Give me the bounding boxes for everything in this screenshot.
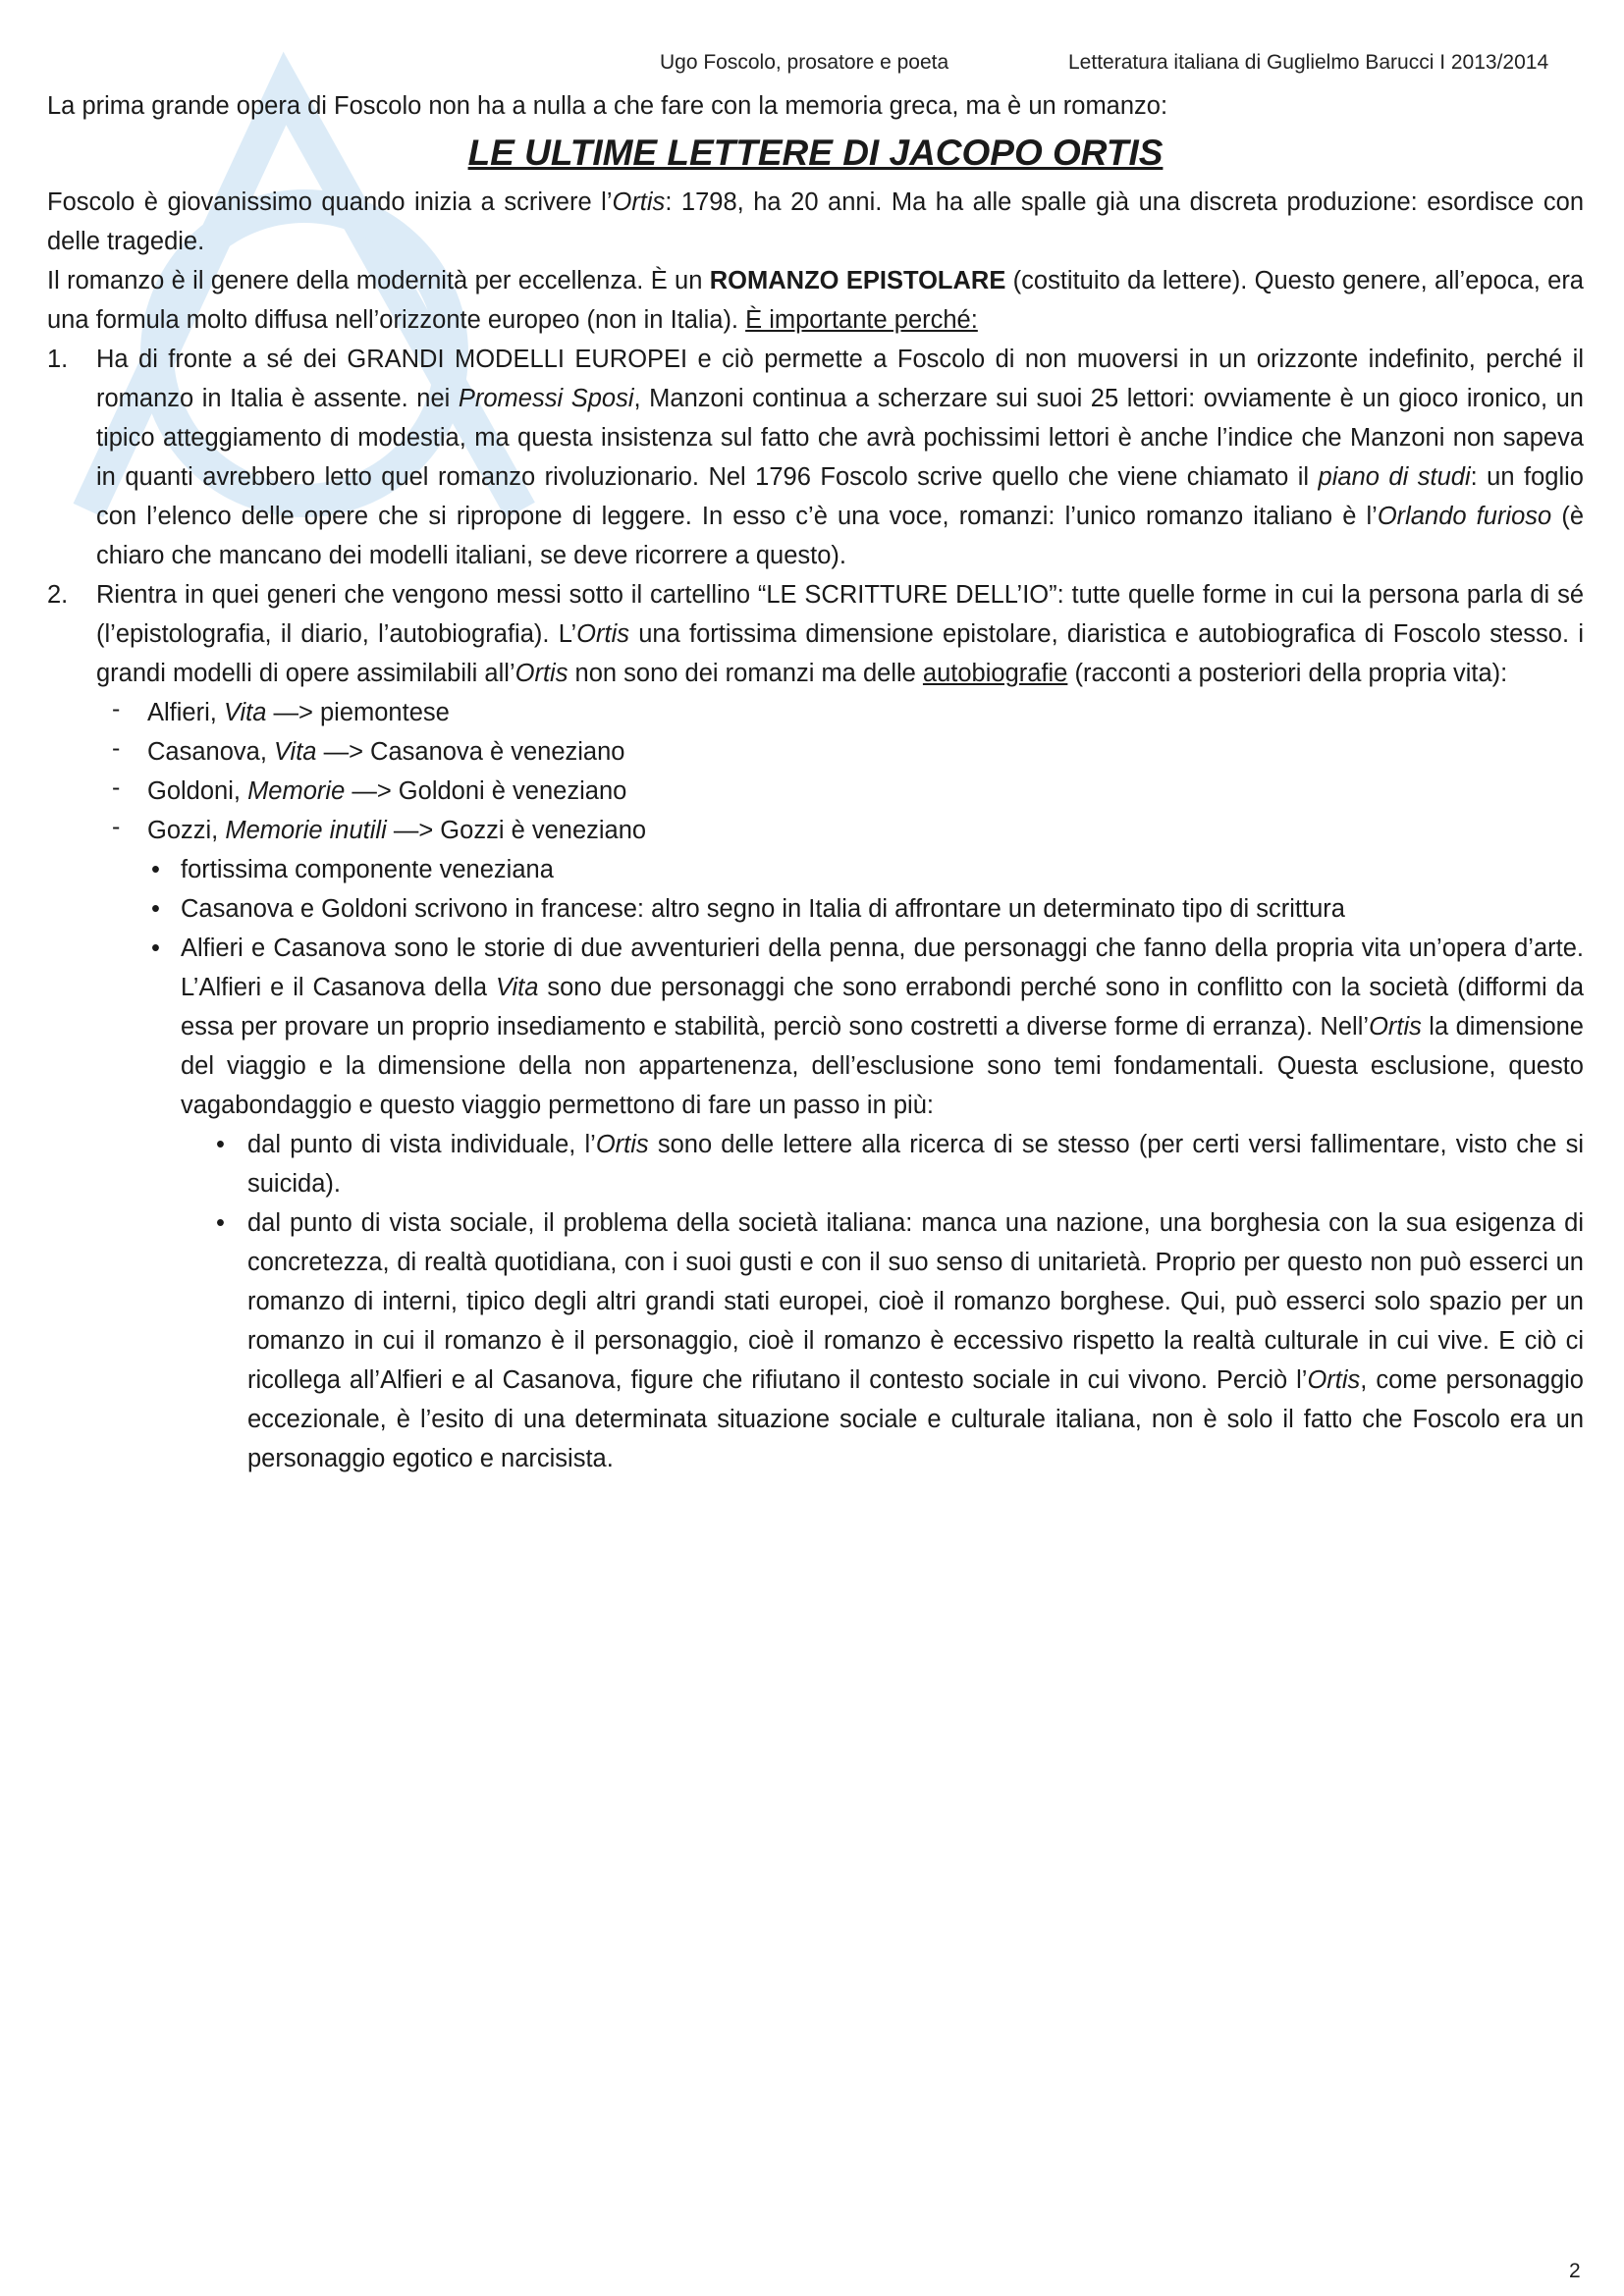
numbered-list [47,340,1584,693]
list-item: - Casanova, Vita —> Casanova è veneziano [112,734,625,766]
header-course-info: Letteratura italiana di Guglielmo Barucci I 2013/2014 [1068,51,1549,74]
list-item: • Casanova e Goldoni scrivono in francese: altro segno in Italia di affrontare un determinato tipo di scrittura [151,895,1345,923]
list-item: • dal punto di vista sociale, il problema della società italiana: manca una nazione, una borghesia con la sua esigenza di concretezza, di realtà quotidiana, con i suoi gusti e con il suo senso di unitarietà. Proprio per questo non può esserci un romanzo di interni, tipico degli altri grandi stati europei, cioè il romanzo borghese. Qui, può esserci solo spazio per un romanzo in cui il romanzo è il personaggio, cioè il romanzo è eccessivo rispetto la realtà culturale in cui vive. E ciò ci ricollega all’Alfieri e al Casanova, figure che rifiutano il contesto sociale in cui vivono. Perciò l’Ortis, come personaggio eccezionale, è l’esito di una determinata situazione sociale e culturale italiana, non è solo il fatto che Foscolo era un personaggio egotico e narcisista. [216,1209,1584,1472]
document-body [47,86,1584,1478]
list-item-2: 2. Rientra in quei generi che vengono messi sotto il cartellino “LE SCRITTURE DELL’IO”: tutte quelle forme in cui la persona parla di sé (l’epistolografia, il diario, l’autobiografia). L’Ortis una fortissima dimensione epistolare, diaristica e autobiografica di Foscolo stesso. i grandi modelli di opere assimilabili all’Ortis non sono dei romanzi ma delle autobiografie (racconti a posteriori della propria vita): [47,581,1584,687]
list-item: • fortissima componente veneziana [151,856,554,883]
list-item: • Alfieri e Casanova sono le storie di due avventurieri della penna, due personaggi che fanno della propria vita un’opera d’arte. L’Alfieri e il Casanova della Vita sono due personaggi che sono errabondi perché sono in conflitto con la società (difformi da essa per provare un proprio insediamento e stabilità, perciò sono costretti a diverse forme di erranza). Nell’Ortis la dimensione del viaggio e la dimensione della non appartenenza, dell’esclusione sono temi fondamentali. Questa esclusione, questo vagabondaggio e questo viaggio permettono di fare un passo in più: [151,934,1584,1119]
list-item-1: 1. Ha di fronte a sé dei GRANDI MODELLI EUROPEI e ciò permette a Foscolo di non muoversi in un orizzonte indefinito, perché il romanzo in Italia è assente. nei Promessi Sposi, Manzoni continua a scherzare sui suoi 25 lettori: ovviamente è un gioco ironico, un tipico atteggiamento di modestia, ma questa insistenza sul fatto che avrà pochissimi lettori è anche l’indice che Manzoni non sapeva in quanti avrebbero letto quel romanzo rivoluzionario. Nel 1796 Foscolo scrive quello che viene chiamato il piano di studi: un foglio con l’elenco delle opere che si ripropone di leggere. In esso c’è una voce, romanzi: l’unico romanzo italiano è l’Orlando furioso (è chiaro che mancano dei modelli italiani, se deve ricorrere a questo). [47,346,1585,569]
list-item: • dal punto di vista individuale, l’Ortis sono delle lettere alla ricerca di se stesso (per certi versi fallimentare, visto che si suicida). [216,1131,1584,1198]
paragraph-ortis-start: Foscolo è giovanissimo quando inizia a scrivere l’Ortis: 1798, ha 20 anni. Ma ha alle spalle già una discreta produzione: esordisce con delle tragedie. [47,188,1584,255]
section-title: LE ULTIME LETTERE DI JACOPO ORTIS [467,133,1164,173]
autobiography-list [47,693,1584,850]
sub-bullet-list [47,1125,1584,1478]
page-number: 2 [1569,2260,1581,2282]
intro-paragraph: La prima grande opera di Foscolo non ha a nulla a che fare con la memoria greca, ma è un romanzo: [47,92,1168,120]
page-header [0,51,1624,80]
bullet-list [47,850,1584,1125]
list-item: - Gozzi, Memorie inutili —> Gozzi è veneziano [112,813,647,844]
list-item: - Goldoni, Memorie —> Goldoni è veneziano [112,774,627,805]
header-course-topic: Ugo Foscolo, prosatore e poeta [660,51,949,74]
list-item: - Alfieri, Vita —> piemontese [112,695,450,726]
paragraph-romanzo-epistolare: Il romanzo è il genere della modernità per eccellenza. È un ROMANZO EPISTOLARE (costituito da lettere). Questo genere, all’epoca, era una formula molto diffusa nell’orizzonte europeo (non in Italia). È importante perché: [47,267,1584,334]
